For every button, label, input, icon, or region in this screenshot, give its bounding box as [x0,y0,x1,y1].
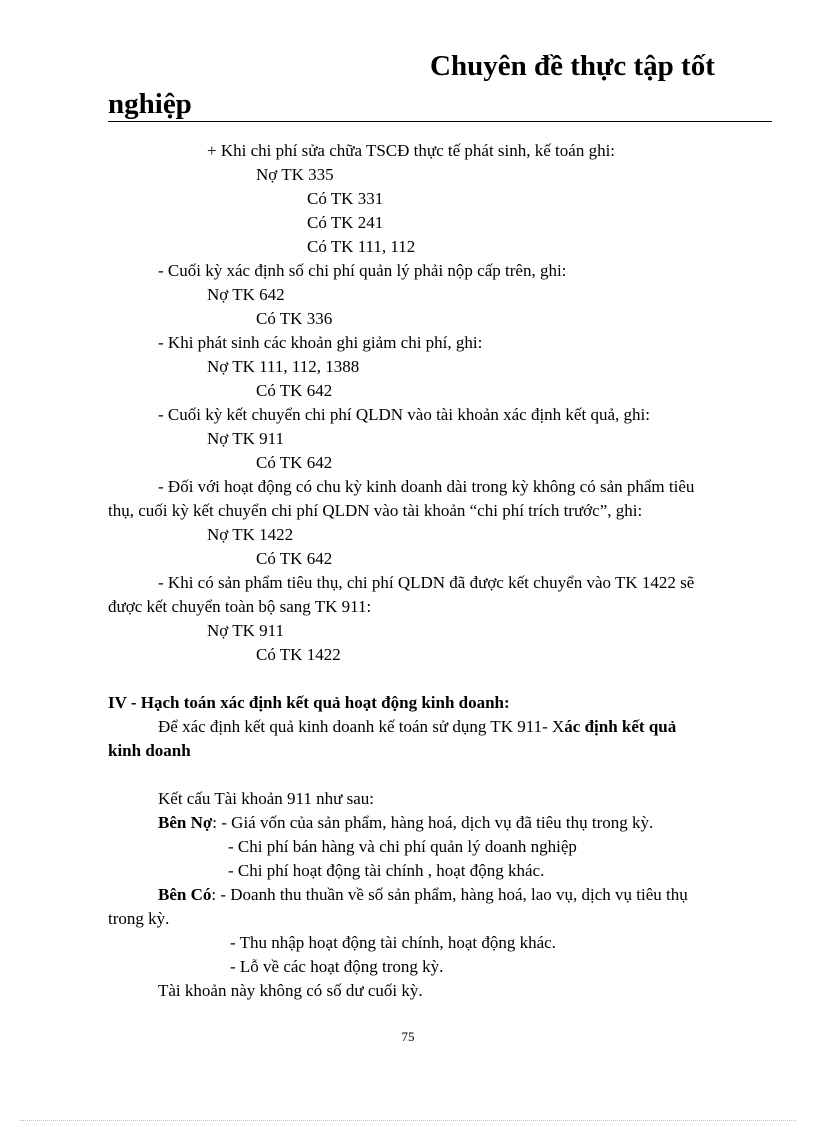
paragraph-line [158,717,676,737]
page-header-title-continued: nghiệp [108,88,192,120]
debit-item: - Chi phí hoạt động tài chính , hoạt động khác. [228,861,545,880]
body-line: Có TK 642 [256,381,333,400]
page-number: 75 [401,1029,415,1044]
body-line: Có TK 111, 112 [307,237,416,256]
body-line: - Đối với hoạt động có chu kỳ kinh doanh dài trong kỳ không có sản phẩm tiêu [158,477,695,496]
paragraph-line: Tài khoản này không có số dư cuối kỳ. [158,981,423,1000]
body-line: Nợ TK 911 [207,621,284,640]
header-rule [108,121,772,122]
section-heading: IV - Hạch toán xác định kết quả hoạt động kinh doanh: [108,693,510,712]
body-line: - Cuối kỳ xác định số chi phí quản lý phải nộp cấp trên, ghi: [158,261,567,280]
body-line: - Khi có sản phẩm tiêu thụ, chi phí QLDN đã được kết chuyển vào TK 1422 sẽ [158,573,695,592]
body-line: Có TK 336 [256,309,333,328]
credit-item-continued: trong kỳ. [108,909,170,928]
body-line: + Khi chi phí sửa chữa TSCĐ thực tế phát sinh, kế toán ghi: [207,141,616,160]
body-line: Nợ TK 642 [207,285,285,304]
credit-item: - Thu nhập hoạt động tài chính, hoạt động khác. [230,933,556,952]
body-line: Nợ TK 911 [207,429,284,448]
paragraph-line: Kết cấu Tài khoản 911 như sau: [158,789,374,808]
body-line: Có TK 1422 [256,645,341,664]
paragraph-line: kinh doanh [108,741,191,760]
body-line: - Cuối kỳ kết chuyển chi phí QLDN vào tài khoản xác định kết quả, ghi: [158,405,650,424]
body-line: Nợ TK 335 [256,165,334,184]
credit-label: Bên Có [158,885,212,904]
body-line: thụ, cuối kỳ kết chuyển chi phí QLDN vào tài khoản “chi phí trích trước”, ghi: [108,501,643,520]
debit-line [158,813,653,833]
body-line: Nợ TK 1422 [207,525,294,544]
body-line: - Khi phát sinh các khoản ghi giảm chi phí, ghi: [158,333,483,352]
body-line: Có TK 331 [307,189,384,208]
body-line: Có TK 642 [256,549,333,568]
credit-item: : - Doanh thu thuần về số sản phẩm, hàng hoá, lao vụ, dịch vụ tiêu thụ [211,885,688,904]
paragraph-text: Để xác định kết quả kinh doanh kế toán sử dụng TK 911- X [158,717,565,736]
debit-label: Bên Nợ [158,813,213,832]
credit-line [158,885,688,905]
body-line: Có TK 241 [307,213,384,232]
paragraph-bold-text: ác định kết quả [564,717,677,736]
debit-item: - Chi phí bán hàng và chi phí quản lý doanh nghiệp [228,837,577,856]
credit-item: - Lỗ về các hoạt động trong kỳ. [230,957,444,976]
page-bottom-border [20,1120,796,1121]
debit-item: : - Giá vốn của sản phẩm, hàng hoá, dịch vụ đã tiêu thụ trong kỳ. [212,813,654,832]
page-header-title: Chuyên đề thực tập tốt [430,50,715,82]
body-line: Có TK 642 [256,453,333,472]
body-line: Nợ TK 111, 112, 1388 [207,357,360,376]
body-line: được kết chuyển toàn bộ sang TK 911: [108,597,372,616]
